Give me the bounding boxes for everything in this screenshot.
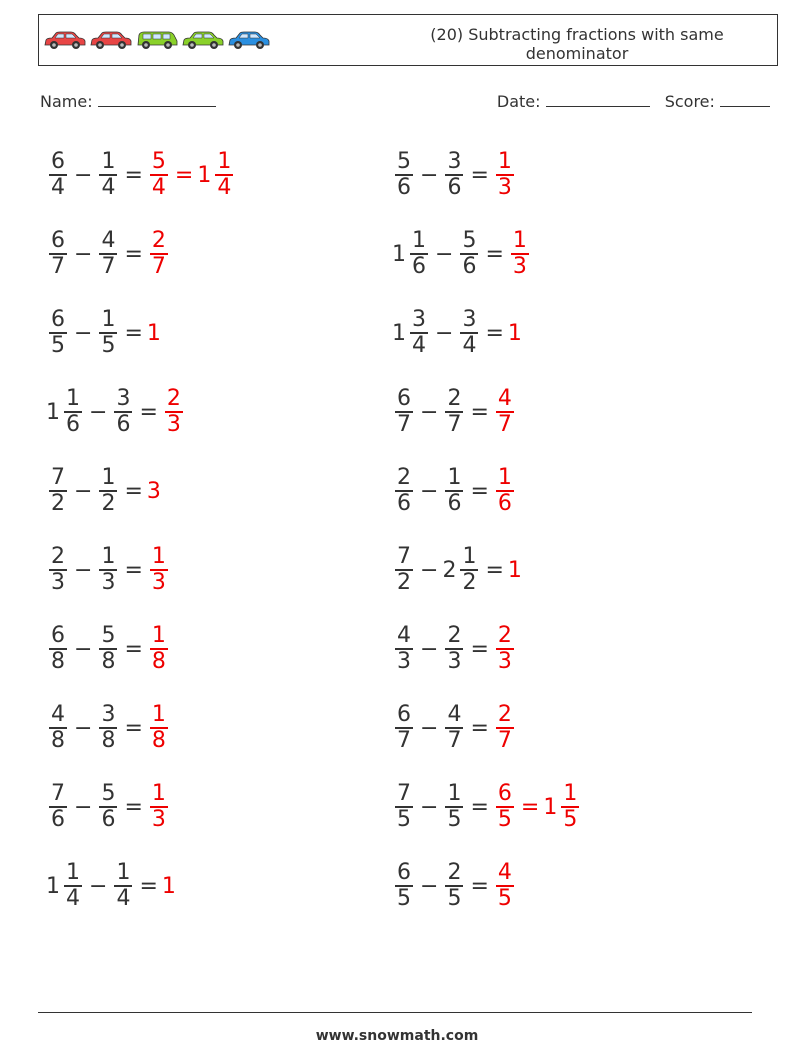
date-blank — [546, 92, 650, 107]
answer-mixed-fraction-whole: 1 — [543, 794, 558, 820]
subtrahend-fraction — [114, 387, 132, 437]
minuend-fraction — [395, 150, 413, 200]
problem-right-8 — [392, 698, 517, 758]
answer-fraction — [496, 861, 514, 911]
answer-fraction-numerator: 1 — [512, 228, 527, 254]
answer-fraction-numerator: 1 — [151, 781, 166, 807]
answer-mixed-fraction — [561, 782, 579, 832]
equals-sign: = — [485, 320, 504, 346]
answer-equals-sign: = — [520, 794, 540, 820]
answer-fraction-denominator: 5 — [497, 806, 512, 832]
problem-right-7 — [392, 619, 517, 679]
answer-whole: 1 — [507, 557, 522, 583]
minuend-fraction — [410, 229, 428, 279]
equals-sign: = — [124, 320, 143, 346]
subtrahend-fraction-whole: 2 — [442, 557, 457, 583]
answer-fraction — [496, 150, 514, 200]
subtrahend-fraction — [99, 545, 117, 595]
answer-fraction — [150, 624, 168, 674]
minuend-fraction — [49, 308, 67, 358]
subtrahend-fraction-numerator: 3 — [447, 149, 462, 175]
answer-fraction-numerator: 2 — [151, 228, 166, 254]
subtrahend-fraction — [460, 229, 478, 279]
answer-fraction-denominator: 3 — [497, 174, 512, 200]
minus-sign: − — [420, 478, 439, 504]
answer-fraction-denominator: 3 — [166, 411, 181, 437]
score-label: Score: — [664, 92, 715, 111]
subtrahend-fraction-numerator: 5 — [101, 623, 116, 649]
answer-fraction-numerator: 1 — [151, 623, 166, 649]
minus-sign: − — [74, 320, 93, 346]
subtrahend-fraction-denominator: 6 — [447, 490, 462, 516]
answer — [493, 387, 517, 437]
minuend-fraction-denominator: 3 — [397, 648, 411, 674]
answer-fraction-denominator: 8 — [151, 727, 166, 753]
problem-left-6 — [46, 540, 171, 600]
answer — [493, 624, 517, 674]
minuend-fraction-denominator: 7 — [397, 411, 411, 437]
name-blank — [98, 92, 216, 107]
answer — [147, 479, 161, 504]
subtrahend-fraction-denominator: 2 — [101, 490, 116, 516]
subtrahend-fraction-numerator: 1 — [462, 544, 477, 570]
minuend-fraction — [410, 308, 428, 358]
answer-fraction-denominator: 3 — [151, 569, 166, 595]
subtrahend-fraction — [99, 466, 117, 516]
equals-sign: = — [124, 162, 143, 188]
name-label: Name: — [40, 92, 93, 111]
minuend-fraction-denominator: 2 — [397, 569, 411, 595]
minuend-fraction-numerator: 6 — [397, 860, 411, 886]
answer-whole: 3 — [146, 478, 161, 504]
subtrahend-fraction-denominator: 4 — [462, 332, 477, 358]
minus-sign: − — [420, 636, 439, 662]
answer — [162, 874, 176, 899]
equals-sign: = — [124, 794, 143, 820]
date-label: Date: — [496, 92, 541, 111]
equals-sign: = — [124, 557, 143, 583]
problem-right-4 — [392, 382, 517, 442]
subtrahend-fraction-denominator: 7 — [101, 253, 116, 279]
answer-mixed-fraction-numerator: 1 — [217, 149, 232, 175]
minuend-fraction-numerator: 6 — [51, 149, 65, 175]
minuend-fraction-whole: 1 — [46, 399, 60, 425]
subtrahend-fraction-denominator: 5 — [101, 332, 116, 358]
minuend-fraction-numerator: 6 — [51, 307, 65, 333]
minuend-fraction — [395, 387, 413, 437]
minuend-fraction-denominator: 4 — [66, 885, 80, 911]
minuend-fraction — [49, 782, 67, 832]
minus-sign: − — [420, 162, 439, 188]
problem-left-5 — [46, 461, 161, 521]
problem-right-3 — [392, 303, 522, 363]
equals-sign: = — [124, 715, 143, 741]
subtrahend-fraction — [445, 150, 463, 200]
answer — [147, 782, 171, 832]
answer-fraction-denominator: 5 — [497, 885, 512, 911]
minuend-fraction-numerator: 1 — [412, 228, 426, 254]
subtrahend-fraction-numerator: 1 — [447, 465, 462, 491]
minuend-fraction-denominator: 2 — [51, 490, 65, 516]
minuend-fraction-numerator: 7 — [397, 544, 411, 570]
subtrahend-fraction — [99, 782, 117, 832]
minuend-fraction-numerator: 6 — [397, 386, 411, 412]
minuend-fraction — [395, 861, 413, 911]
problem-left-7 — [46, 619, 171, 679]
minuend-fraction-numerator: 6 — [51, 623, 65, 649]
minus-sign: − — [74, 715, 93, 741]
equals-sign: = — [485, 241, 504, 267]
worksheet-header — [38, 14, 778, 66]
problem-right-6 — [392, 540, 522, 600]
car-icon — [181, 29, 225, 51]
subtrahend-fraction-numerator: 4 — [101, 228, 116, 254]
minuend-fraction — [49, 466, 67, 516]
minus-sign: − — [420, 794, 439, 820]
problem-left-10 — [46, 856, 176, 916]
problem-right-10 — [392, 856, 517, 916]
minuend-fraction-denominator: 6 — [412, 253, 426, 279]
subtrahend-fraction-denominator: 8 — [101, 648, 116, 674]
car-icon — [43, 29, 87, 51]
subtrahend-fraction — [445, 624, 463, 674]
answer-fraction-numerator: 4 — [497, 386, 512, 412]
minuend-fraction-numerator: 5 — [397, 149, 411, 175]
subtrahend-fraction — [460, 545, 478, 595]
subtrahend-fraction-numerator: 1 — [447, 781, 462, 807]
subtrahend-fraction — [445, 387, 463, 437]
answer — [147, 229, 171, 279]
minus-sign: − — [420, 715, 439, 741]
minuend-fraction-numerator: 6 — [397, 702, 411, 728]
subtrahend-fraction-numerator: 1 — [116, 860, 131, 886]
equals-sign: = — [139, 399, 158, 425]
minuend-fraction-numerator: 1 — [66, 860, 80, 886]
answer — [147, 624, 171, 674]
answer-fraction-denominator: 3 — [151, 806, 166, 832]
equals-sign: = — [470, 478, 489, 504]
minuend-fraction-numerator: 1 — [66, 386, 80, 412]
answer-fraction — [150, 150, 168, 200]
answer-fraction-numerator: 2 — [497, 623, 512, 649]
minuend-fraction-denominator: 4 — [412, 332, 426, 358]
answer-mixed-fraction-whole: 1 — [197, 162, 212, 188]
subtrahend-fraction — [99, 229, 117, 279]
problem-right-2 — [392, 224, 532, 284]
minuend-fraction — [395, 466, 413, 516]
answer-fraction-numerator: 2 — [166, 386, 181, 412]
equals-sign: = — [470, 162, 489, 188]
answer-fraction-numerator: 1 — [151, 702, 166, 728]
subtrahend-fraction — [99, 308, 117, 358]
minuend-fraction-whole: 1 — [392, 241, 406, 267]
minuend-fraction-numerator: 4 — [397, 623, 411, 649]
car-icon — [135, 29, 179, 51]
answer-fraction — [496, 387, 514, 437]
subtrahend-fraction-denominator: 6 — [447, 174, 462, 200]
answer-fraction — [165, 387, 183, 437]
answer — [162, 387, 186, 437]
minus-sign: − — [74, 794, 93, 820]
minuend-fraction — [49, 624, 67, 674]
answer — [493, 466, 517, 516]
worksheet-title: (20) Subtracting fractions with same denominator — [430, 25, 724, 63]
subtrahend-fraction-numerator: 3 — [101, 702, 116, 728]
minuend-fraction — [395, 545, 413, 595]
subtrahend-fraction-numerator: 2 — [447, 860, 462, 886]
subtrahend-fraction-denominator: 7 — [447, 411, 462, 437]
minus-sign: − — [420, 873, 439, 899]
problem-left-3 — [46, 303, 161, 363]
subtrahend-fraction-numerator: 1 — [101, 307, 116, 333]
score-blank — [720, 92, 770, 107]
subtrahend-fraction — [99, 150, 117, 200]
answer-fraction-numerator: 1 — [151, 544, 166, 570]
problem-left-1 — [46, 145, 236, 205]
problem-right-9 — [392, 777, 582, 837]
answer-fraction — [496, 703, 514, 753]
answer — [508, 229, 532, 279]
answer — [493, 703, 517, 753]
minuend-fraction — [49, 703, 67, 753]
subtrahend-fraction-denominator: 7 — [447, 727, 462, 753]
answer — [493, 861, 517, 911]
answer — [147, 703, 171, 753]
problem-right-1 — [392, 145, 517, 205]
answer-mixed-fraction-numerator: 1 — [563, 781, 578, 807]
minuend-fraction-denominator: 7 — [397, 727, 411, 753]
equals-sign: = — [470, 794, 489, 820]
minuend-fraction-numerator: 2 — [397, 465, 411, 491]
minuend-fraction-numerator: 3 — [412, 307, 426, 333]
subtrahend-fraction-denominator: 3 — [447, 648, 462, 674]
answer — [147, 545, 171, 595]
equals-sign: = — [470, 399, 489, 425]
subtrahend-fraction — [445, 861, 463, 911]
minuend-fraction-numerator: 4 — [51, 702, 65, 728]
minuend-fraction-denominator: 6 — [397, 174, 411, 200]
answer-fraction-denominator: 4 — [151, 174, 166, 200]
minuend-fraction-numerator: 7 — [397, 781, 411, 807]
answer — [493, 782, 582, 832]
subtrahend-fraction-denominator: 2 — [462, 569, 477, 595]
minus-sign: − — [89, 399, 108, 425]
car-icon — [89, 29, 133, 51]
minus-sign: − — [74, 636, 93, 662]
equals-sign: = — [139, 873, 158, 899]
minus-sign: − — [74, 478, 93, 504]
answer-fraction-numerator: 1 — [497, 465, 512, 491]
answer-whole: 1 — [507, 320, 522, 346]
answer-fraction-denominator: 7 — [497, 411, 512, 437]
answer-fraction — [150, 229, 168, 279]
subtrahend-fraction — [460, 308, 478, 358]
minuend-fraction-numerator: 7 — [51, 781, 65, 807]
subtrahend-fraction — [114, 861, 132, 911]
minus-sign: − — [74, 162, 93, 188]
minuend-fraction-whole: 1 — [392, 320, 406, 346]
minuend-fraction — [49, 229, 67, 279]
answer-equals-sign: = — [174, 162, 194, 188]
minus-sign: − — [420, 557, 439, 583]
answer-fraction-numerator: 5 — [151, 149, 166, 175]
equals-sign: = — [124, 636, 143, 662]
problem-left-4 — [46, 382, 186, 442]
answer-fraction-numerator: 6 — [497, 781, 512, 807]
minuend-fraction-denominator: 5 — [51, 332, 65, 358]
footer-divider — [38, 1012, 752, 1013]
answer-mixed-fraction-denominator: 4 — [217, 174, 232, 200]
problem-left-8 — [46, 698, 171, 758]
answer-whole: 1 — [146, 320, 161, 346]
minuend-fraction — [49, 150, 67, 200]
answer-fraction — [150, 782, 168, 832]
minuend-fraction-denominator: 3 — [51, 569, 65, 595]
minuend-fraction-denominator: 5 — [397, 885, 411, 911]
subtrahend-fraction-denominator: 6 — [462, 253, 477, 279]
equals-sign: = — [470, 715, 489, 741]
subtrahend-fraction-denominator: 3 — [101, 569, 116, 595]
answer-whole: 1 — [161, 873, 176, 899]
subtrahend-fraction-numerator: 4 — [447, 702, 462, 728]
subtrahend-fraction-denominator: 6 — [116, 411, 131, 437]
minuend-fraction-denominator: 8 — [51, 648, 65, 674]
subtrahend-fraction-denominator: 5 — [447, 885, 462, 911]
answer-fraction — [496, 782, 514, 832]
answer-fraction-denominator: 6 — [497, 490, 512, 516]
subtrahend-fraction — [445, 782, 463, 832]
answer-fraction-numerator: 2 — [497, 702, 512, 728]
answer-fraction — [150, 545, 168, 595]
minus-sign: − — [435, 320, 454, 346]
problem-left-2 — [46, 224, 171, 284]
minuend-fraction-denominator: 7 — [51, 253, 65, 279]
answer-fraction-denominator: 8 — [151, 648, 166, 674]
minuend-fraction — [395, 782, 413, 832]
car-logo-strip — [43, 29, 271, 53]
subtrahend-fraction — [99, 624, 117, 674]
subtrahend-fraction-numerator: 5 — [462, 228, 477, 254]
minus-sign: − — [74, 241, 93, 267]
subtrahend-fraction-numerator: 3 — [462, 307, 477, 333]
name-field — [40, 92, 216, 111]
equals-sign: = — [485, 557, 504, 583]
subtrahend-fraction-denominator: 5 — [447, 806, 462, 832]
subtrahend-fraction-numerator: 2 — [447, 623, 462, 649]
minuend-fraction-numerator: 7 — [51, 465, 65, 491]
problem-left-9 — [46, 777, 171, 837]
answer-fraction-denominator: 3 — [512, 253, 527, 279]
subtrahend-fraction-denominator: 6 — [101, 806, 116, 832]
subtrahend-fraction-numerator: 2 — [447, 386, 462, 412]
problem-right-5 — [392, 461, 517, 521]
answer-fraction — [150, 703, 168, 753]
subtrahend-fraction-numerator: 3 — [116, 386, 131, 412]
minus-sign: − — [74, 557, 93, 583]
minuend-fraction-whole: 1 — [46, 873, 60, 899]
answer-mixed-fraction-denominator: 5 — [563, 806, 578, 832]
answer-fraction-numerator: 4 — [497, 860, 512, 886]
minuend-fraction-denominator: 6 — [66, 411, 80, 437]
subtrahend-fraction-numerator: 1 — [101, 149, 116, 175]
answer-fraction-denominator: 3 — [497, 648, 512, 674]
equals-sign: = — [124, 241, 143, 267]
minuend-fraction — [49, 545, 67, 595]
answer-fraction-numerator: 1 — [497, 149, 512, 175]
car-icon — [227, 29, 271, 51]
footer-site: www.snowmath.com — [315, 1028, 479, 1044]
answer — [508, 321, 522, 346]
answer — [508, 558, 522, 583]
minuend-fraction-denominator: 6 — [397, 490, 411, 516]
subtrahend-fraction-numerator: 1 — [101, 544, 116, 570]
equals-sign: = — [470, 873, 489, 899]
minuend-fraction-denominator: 4 — [51, 174, 65, 200]
answer — [147, 150, 236, 200]
answer — [147, 321, 161, 346]
minus-sign: − — [89, 873, 108, 899]
equals-sign: = — [470, 636, 489, 662]
subtrahend-fraction-numerator: 1 — [101, 465, 116, 491]
subtrahend-fraction — [445, 466, 463, 516]
minuend-fraction-numerator: 2 — [51, 544, 65, 570]
minuend-fraction-denominator: 5 — [397, 806, 411, 832]
minus-sign: − — [435, 241, 454, 267]
minuend-fraction — [64, 387, 82, 437]
answer — [493, 150, 517, 200]
answer-fraction — [511, 229, 529, 279]
subtrahend-fraction-numerator: 5 — [101, 781, 116, 807]
minuend-fraction-denominator: 6 — [51, 806, 65, 832]
date-score-fields — [497, 92, 770, 111]
answer-fraction — [496, 466, 514, 516]
subtrahend-fraction — [445, 703, 463, 753]
minuend-fraction — [395, 624, 413, 674]
minus-sign: − — [420, 399, 439, 425]
minuend-fraction-numerator: 6 — [51, 228, 65, 254]
answer-fraction-denominator: 7 — [151, 253, 166, 279]
subtrahend-fraction-denominator: 4 — [116, 885, 131, 911]
equals-sign: = — [124, 478, 143, 504]
answer-fraction-denominator: 7 — [497, 727, 512, 753]
subtrahend-fraction-denominator: 4 — [101, 174, 116, 200]
minuend-fraction-denominator: 8 — [51, 727, 65, 753]
answer-fraction — [496, 624, 514, 674]
subtrahend-fraction — [99, 703, 117, 753]
minuend-fraction — [64, 861, 82, 911]
minuend-fraction — [395, 703, 413, 753]
answer-mixed-fraction — [215, 150, 233, 200]
subtrahend-fraction-denominator: 8 — [101, 727, 116, 753]
